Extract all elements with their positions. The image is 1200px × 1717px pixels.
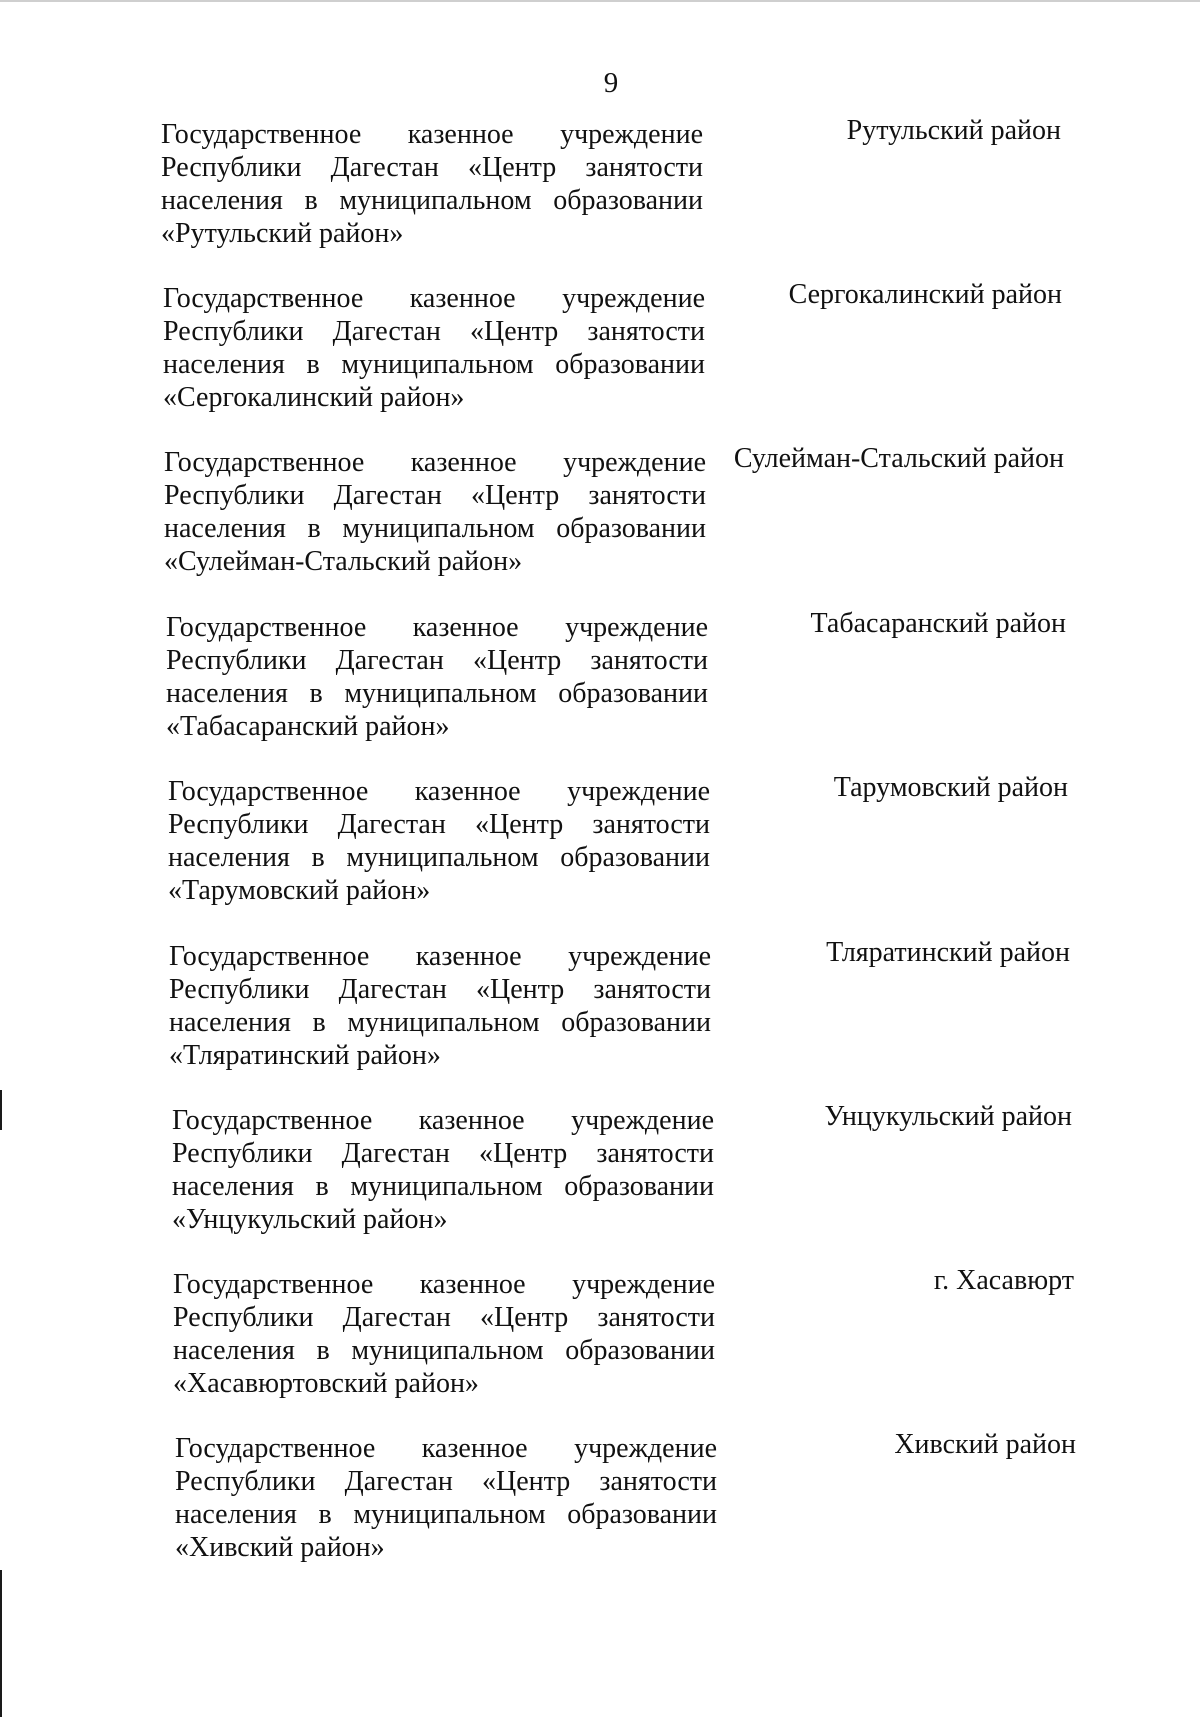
- list-item: [0, 115, 1200, 258]
- institution-name: Государственное казенное учреждение Республики Дагестан «Центр занятости населения в муниципальном образовании «Тляратинский район»: [169, 941, 711, 1071]
- district-name: Рутульский район: [846, 115, 1061, 146]
- page-left-edge-mark: [0, 1570, 2, 1717]
- list-item: [0, 772, 1200, 915]
- institution-name: Государственное казенное учреждение Республики Дагестан «Центр занятости населения в муниципальном образовании «Тарумовский район»: [168, 776, 710, 906]
- institution-name: Государственное казенное учреждение Республики Дагестан «Центр занятости населения в муниципальном образовании «Хасавюртовский район»: [173, 1269, 715, 1399]
- list-item: [0, 443, 1200, 586]
- list-item: [0, 1429, 1200, 1572]
- district-name: Сулейман-Стальский район: [733, 443, 1064, 474]
- institution-name: Государственное казенное учреждение Республики Дагестан «Центр занятости населения в муниципальном образовании «Сулейман-Стальский район»: [164, 447, 706, 577]
- institution-name: Государственное казенное учреждение Республики Дагестан «Центр занятости населения в муниципальном образовании «Унцукульский район»: [172, 1105, 714, 1235]
- district-name: Сергокалинский район: [788, 279, 1062, 310]
- district-name: Тарумовский район: [833, 772, 1068, 803]
- institution-name: Государственное казенное учреждение Республики Дагестан «Центр занятости населения в муниципальном образовании «Табасаранский район»: [166, 612, 708, 742]
- list-item: [0, 1101, 1200, 1244]
- list-item: [0, 1265, 1200, 1408]
- institution-name: Государственное казенное учреждение Республики Дагестан «Центр занятости населения в муниципальном образовании «Сергокалинский район»: [163, 283, 705, 413]
- district-name: Хивский район: [894, 1429, 1076, 1460]
- page-top-edge: [0, 0, 1200, 2]
- list-item: [0, 279, 1200, 422]
- list-item: [0, 608, 1200, 751]
- district-name: Унцукульский район: [824, 1101, 1072, 1132]
- institution-name: Государственное казенное учреждение Республики Дагестан «Центр занятости населения в муниципальном образовании «Хивский район»: [175, 1433, 717, 1563]
- page-number: 9: [603, 67, 619, 99]
- district-name: Табасаранский район: [810, 608, 1066, 639]
- list-item: [0, 937, 1200, 1080]
- institution-name: Государственное казенное учреждение Республики Дагестан «Центр занятости населения в муниципальном образовании «Рутульский район»: [161, 119, 703, 249]
- district-name: г. Хасавюрт: [933, 1265, 1074, 1296]
- district-name: Тляратинский район: [826, 937, 1070, 968]
